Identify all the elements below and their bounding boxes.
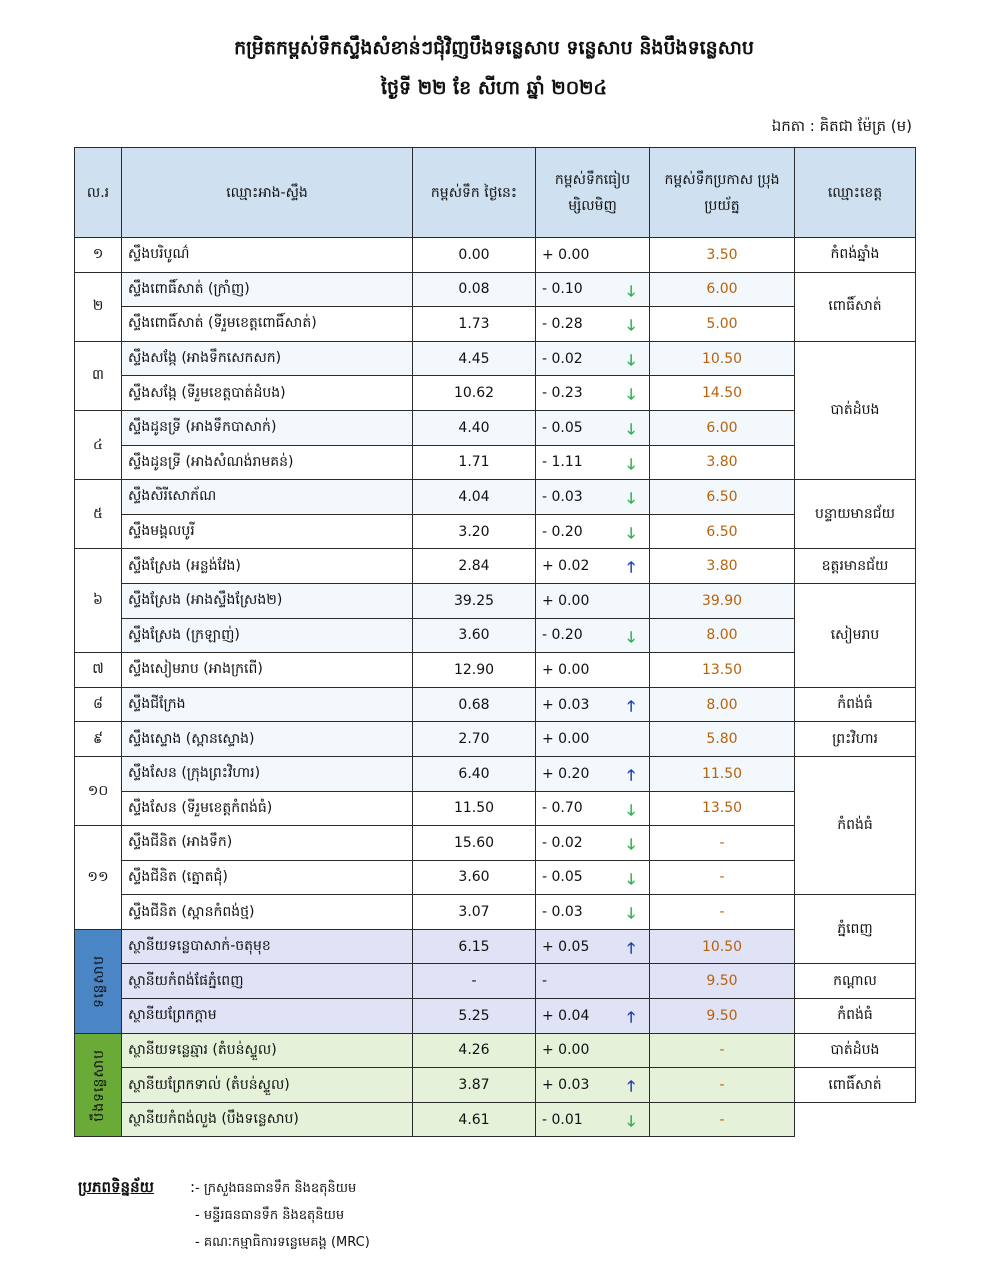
station-name: ស្ទឹងសែន (ក្រុងព្រះវិហារ) (122, 756, 413, 791)
station-name: ស្ថានីយទន្លេឆ្មារ (តំបន់ស្ទួល) (122, 1033, 413, 1068)
province-name: ឧត្តរមានជ័យ (795, 549, 916, 584)
row-number: ៣ (75, 341, 122, 410)
station-name: ស្ទឹងមង្គលបូរី (122, 514, 413, 549)
row-number: ៥ (75, 480, 122, 549)
change-value: + 0.04 (542, 1007, 590, 1024)
change-value: - 0.01 (542, 1111, 583, 1128)
warning-level: - (650, 860, 795, 895)
station-name: ស្ថានីយព្រែកទាល់ (តំបន់ស្ទួល) (122, 1068, 413, 1103)
row-number: ២ (75, 272, 122, 341)
warning-level: 3.80 (650, 445, 795, 480)
change-value: + 0.00 (542, 246, 590, 263)
province-name: កំពង់ធំ (795, 999, 916, 1034)
source-item: - ក្រសួងធនធានទឹក និងឧតុនិយម (195, 1181, 357, 1196)
level-today: 5.25 (413, 999, 536, 1034)
change-value: - 0.10 (542, 281, 583, 298)
station-name: ស្ថានីយកំពង់ផែភ្នំពេញ (122, 964, 413, 999)
station-name: ស្ទឹងស្រែង (ក្រឡាញ់) (122, 618, 413, 653)
province-name: បាត់ដំបង (795, 341, 916, 479)
warning-level: 13.50 (650, 653, 795, 688)
province-name: កំពង់ឆ្នាំង (795, 238, 916, 273)
level-today: 1.73 (413, 307, 536, 342)
level-change (536, 1102, 650, 1137)
level-change (536, 376, 650, 411)
change-value: - 0.28 (542, 315, 583, 332)
station-name: ស្ទឹងស្ទោង (ស្ពានស្ទោង) (122, 722, 413, 757)
row-number: ៩ (75, 722, 122, 757)
source-label: ប្រភពទិន្នន័យ (78, 1178, 154, 1196)
arrow-up-icon: 🡑 (627, 696, 635, 715)
tonle-sap-label (75, 929, 122, 1033)
level-today: 2.70 (413, 722, 536, 757)
row-number: ១០ (75, 756, 122, 825)
change-value: + 0.03 (542, 1077, 590, 1094)
level-change (536, 549, 650, 584)
province-name: ព្រះវិហារ (795, 722, 916, 757)
header-province: ឈ្មោះខេត្ត (795, 148, 916, 238)
level-change (536, 445, 650, 480)
level-today: 15.60 (413, 826, 536, 861)
arrow-down-icon: 🡓 (627, 385, 635, 404)
station-name: ស្ទឹងដូនទ្រី (អាងសំណង់រាមគន់) (122, 445, 413, 480)
station-name: ស្ទឹងស្រែង (អន្លង់វែង) (122, 549, 413, 584)
warning-level: 6.50 (650, 514, 795, 549)
arrow-down-icon: 🡓 (627, 350, 635, 369)
level-today: 3.87 (413, 1068, 536, 1103)
station-name: ស្ថានីយកំពង់លួង (បឹងទន្លេសាប) (122, 1102, 413, 1137)
station-name: ស្ទឹងពោធិ៍សាត់ (ក្រាំញ) (122, 272, 413, 307)
tonle-sap-label-text: ទន្លេសាប (90, 954, 107, 1008)
level-change (536, 307, 650, 342)
arrow-down-icon: 🡓 (627, 281, 635, 300)
source-item: - មន្ទីរធនធានទឹក និងឧតុនិយម (195, 1208, 345, 1223)
station-name: ស្ទឹងសៀមរាប (អាងក្រពើ) (122, 653, 413, 688)
warning-level: 5.00 (650, 307, 795, 342)
change-value: + 0.20 (542, 765, 590, 782)
level-today: 11.50 (413, 791, 536, 826)
change-value: - 0.70 (542, 800, 583, 817)
arrow-up-icon: 🡑 (627, 1008, 635, 1027)
level-change (536, 653, 650, 688)
arrow-down-icon: 🡓 (627, 1111, 635, 1130)
warning-level: - (650, 1033, 795, 1068)
station-name: ស្ទឹងសែន (ទីរួមខេត្តកំពង់ធំ) (122, 791, 413, 826)
warning-level: 8.00 (650, 618, 795, 653)
lake-label (75, 1033, 122, 1137)
table-row (75, 376, 916, 411)
station-name: ស្ទឹងសង្កែ (អាងទឹកសេកសក) (122, 341, 413, 376)
warning-level: 6.00 (650, 272, 795, 307)
level-change (536, 238, 650, 273)
table-row (75, 410, 916, 445)
level-change (536, 272, 650, 307)
level-today: 3.20 (413, 514, 536, 549)
level-change (536, 687, 650, 722)
change-value: - 0.05 (542, 419, 583, 436)
table-row (75, 480, 916, 515)
level-today: 2.84 (413, 549, 536, 584)
row-number: ១ (75, 238, 122, 273)
table-row (75, 929, 916, 964)
level-change (536, 410, 650, 445)
level-today: 3.60 (413, 860, 536, 895)
source-item: - គណៈកម្មាធិការទន្លេមេគង្គ (MRC) (195, 1235, 370, 1250)
row-number: ៤ (75, 410, 122, 479)
table-row (75, 1033, 916, 1068)
level-today: 0.68 (413, 687, 536, 722)
level-today: 12.90 (413, 653, 536, 688)
warning-level: 8.00 (650, 687, 795, 722)
level-today: 1.71 (413, 445, 536, 480)
change-value: + 0.00 (542, 731, 590, 748)
arrow-down-icon: 🡓 (627, 419, 635, 438)
station-name: ស្ទឹងបរិបូណ៌ (122, 238, 413, 273)
warning-level: - (650, 1102, 795, 1137)
warning-level: 3.50 (650, 238, 795, 273)
row-number: ៧ (75, 653, 122, 688)
level-change (536, 999, 650, 1034)
arrow-down-icon: 🡓 (627, 523, 635, 542)
arrow-down-icon: 🡓 (627, 627, 635, 646)
change-value: + 0.00 (542, 661, 590, 678)
level-change (536, 1068, 650, 1103)
row-number: ១១ (75, 826, 122, 930)
table-row (75, 341, 916, 376)
level-today: 0.08 (413, 272, 536, 307)
level-change (536, 1033, 650, 1068)
change-value: + 0.00 (542, 592, 590, 609)
warning-level: 14.50 (650, 376, 795, 411)
level-today: 6.15 (413, 929, 536, 964)
change-value: - 1.11 (542, 454, 583, 471)
header-change: កម្ពស់ទឹកធៀប ម្សិលមិញ (536, 148, 650, 238)
level-change (536, 722, 650, 757)
warning-level: 10.50 (650, 341, 795, 376)
level-change (536, 895, 650, 930)
header-no: ល.រ (75, 148, 122, 238)
warning-level: - (650, 895, 795, 930)
water-level-table (74, 147, 916, 1137)
arrow-up-icon: 🡑 (627, 1077, 635, 1096)
table-row (75, 583, 916, 618)
change-value: - 0.23 (542, 385, 583, 402)
warning-level: 6.00 (650, 410, 795, 445)
arrow-down-icon: 🡓 (627, 869, 635, 888)
station-name: ស្ថានីយព្រែកក្ដាម (122, 999, 413, 1034)
warning-level: 11.50 (650, 756, 795, 791)
change-value: - 0.03 (542, 488, 583, 505)
arrow-down-icon: 🡓 (627, 489, 635, 508)
table-row (75, 791, 916, 826)
table-row (75, 307, 916, 342)
station-name: ស្ថានីយទន្លេបាសាក់-ចតុមុខ (122, 929, 413, 964)
table-body (75, 238, 916, 1137)
change-value: - 0.02 (542, 350, 583, 367)
row-number: ៨ (75, 687, 122, 722)
level-today: 0.00 (413, 238, 536, 273)
station-name: ស្ទឹងសិរីសោភ័ណ (122, 480, 413, 515)
change-value: - 0.03 (542, 904, 583, 921)
level-today: 6.40 (413, 756, 536, 791)
arrow-up-icon: 🡑 (627, 558, 635, 577)
level-change (536, 756, 650, 791)
source-colon: : (190, 1178, 196, 1196)
arrow-down-icon: 🡓 (627, 904, 635, 923)
table-row (75, 549, 916, 584)
province-name: កំពង់ធំ (795, 687, 916, 722)
arrow-down-icon: 🡓 (627, 835, 635, 854)
table-row (75, 826, 916, 861)
table-row (75, 1068, 916, 1103)
level-change (536, 583, 650, 618)
station-name: ស្ទឹងពោធិ៍សាត់ (ទីរួមខេត្តពោធិ៍សាត់) (122, 307, 413, 342)
level-today: 10.62 (413, 376, 536, 411)
level-today: 4.04 (413, 480, 536, 515)
table-row (75, 687, 916, 722)
station-name: ស្ទឹងសង្កែ (ទីរួមខេត្តបាត់ដំបង) (122, 376, 413, 411)
province-name: កំពង់ធំ (795, 756, 916, 894)
change-value: + 0.03 (542, 696, 590, 713)
table-row (75, 756, 916, 791)
table-header-row (75, 148, 916, 238)
row-number: ៦ (75, 549, 122, 653)
arrow-up-icon: 🡑 (627, 765, 635, 784)
table-row (75, 860, 916, 895)
station-name: ស្ទឹងជីនិត (ត្នោតជុំ) (122, 860, 413, 895)
table-row (75, 999, 916, 1034)
change-value: - 0.20 (542, 627, 583, 644)
level-change (536, 514, 650, 549)
arrow-down-icon: 🡓 (627, 454, 635, 473)
level-today: 39.25 (413, 583, 536, 618)
level-change (536, 341, 650, 376)
warning-level: 13.50 (650, 791, 795, 826)
warning-level: - (650, 1068, 795, 1103)
table-row (75, 445, 916, 480)
province-name: ពោធិ៍សាត់ (795, 1068, 916, 1103)
header-today: កម្ពស់ទឹក ថ្ងៃនេះ (413, 148, 536, 238)
warning-level: 3.80 (650, 549, 795, 584)
station-name: ស្ទឹងជីនិត (ស្ពានកំពង់ថ្ម) (122, 895, 413, 930)
station-name: ស្ទឹងជីនិត (អាងទឹក) (122, 826, 413, 861)
change-value: + 0.02 (542, 558, 590, 575)
level-today: - (413, 964, 536, 999)
warning-level: 10.50 (650, 929, 795, 964)
table-row (75, 514, 916, 549)
change-value: - (542, 973, 548, 990)
lake-label-text: បឹងទន្លេសាប (90, 1048, 107, 1122)
level-change (536, 860, 650, 895)
level-change (536, 480, 650, 515)
level-change (536, 791, 650, 826)
arrow-down-icon: 🡓 (627, 316, 635, 335)
province-name: សៀមរាប (795, 583, 916, 687)
arrow-down-icon: 🡓 (627, 800, 635, 819)
province-name: បន្ទាយមានជ័យ (795, 480, 916, 549)
level-today: 4.26 (413, 1033, 536, 1068)
table-row (75, 722, 916, 757)
warning-level: 5.80 (650, 722, 795, 757)
level-today: 4.45 (413, 341, 536, 376)
warning-level: 6.50 (650, 480, 795, 515)
table-row (75, 895, 916, 930)
table-row (75, 272, 916, 307)
province-name: ភ្នំពេញ (795, 895, 916, 964)
province-name: បាត់ដំបង (795, 1033, 916, 1068)
arrow-up-icon: 🡑 (627, 938, 635, 957)
level-change (536, 929, 650, 964)
province-name: កណ្ដាល (795, 964, 916, 999)
level-change (536, 618, 650, 653)
warning-level: 39.90 (650, 583, 795, 618)
level-today: 4.40 (413, 410, 536, 445)
warning-level: 9.50 (650, 999, 795, 1034)
change-value: - 0.20 (542, 523, 583, 540)
table-row (75, 238, 916, 273)
change-value: - 0.05 (542, 869, 583, 886)
level-today: 4.61 (413, 1102, 536, 1137)
level-change (536, 826, 650, 861)
level-today: 3.07 (413, 895, 536, 930)
header-name: ឈ្មោះអាង-ស្ទឹង (122, 148, 413, 238)
unit-label: ឯកតា : គិតជា ម៉ែត្រ (ម) (771, 117, 912, 135)
table-row (75, 653, 916, 688)
level-today: 3.60 (413, 618, 536, 653)
province-name: ពោធិ៍សាត់ (795, 272, 916, 341)
table-row (75, 1102, 916, 1137)
station-name: ស្ទឹងជីក្រែង (122, 687, 413, 722)
warning-level: 9.50 (650, 964, 795, 999)
report-date: ថ្ងៃទី ២២ ខែ សីហា ឆ្នាំ ២០២៤ (380, 77, 608, 99)
warning-level: - (650, 826, 795, 861)
report-title: កម្រិតកម្ពស់ទឹកស្ទឹងសំខាន់ៗជុំវិញបឹងទន្លេសាប ទន្លេសាប និងបឹងទន្លេសាប (234, 37, 754, 59)
level-change (536, 964, 650, 999)
change-value: + 0.00 (542, 1042, 590, 1059)
table-row (75, 618, 916, 653)
table-row (75, 964, 916, 999)
station-name: ស្ទឹងដូនទ្រី (អាងទឹកបាសាក់) (122, 410, 413, 445)
station-name: ស្ទឹងស្រែង (អាងស្ទឹងស្រែង២) (122, 583, 413, 618)
change-value: + 0.05 (542, 938, 590, 955)
change-value: - 0.02 (542, 834, 583, 851)
header-warning: កម្ពស់ទឹកប្រកាស ប្រុងប្រយ័ត្ន (650, 148, 795, 238)
